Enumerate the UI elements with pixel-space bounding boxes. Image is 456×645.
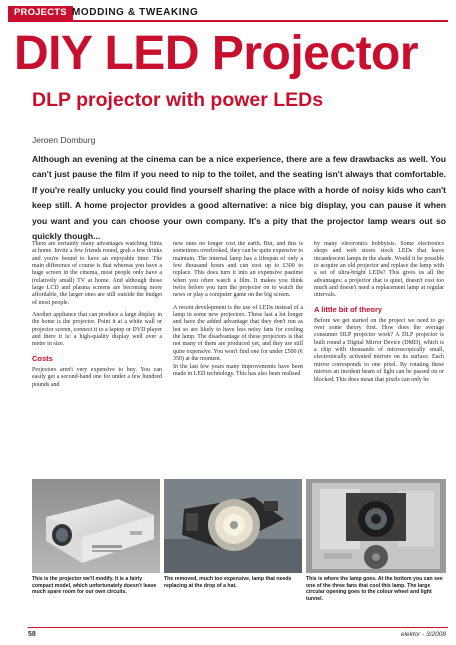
section-heading-theory: A little bit of theory (314, 304, 383, 314)
projector-photo-image (32, 479, 160, 573)
paragraph: by many electronics hobbyists. Some electronics shops and web stores stock LEDs that leave incandescent lamps in the shade. Would it be possible to acquire an old projector and replace the lamp with a set of ultra-bright LEDs? This gives us all the advantages: a projector that is quiet, doesn't cost too much and doesn't need a replacement lamp at regular intervals. (314, 241, 444, 299)
photo-lamp (164, 479, 302, 573)
photo-projector (32, 479, 160, 573)
body-column-2 (173, 241, 303, 473)
paragraph: There are certainly many advantages watching films at home. Invite a few friends round, grab a few drinks and you're bound to have an enjoyable time. The main difference of course is that whereas you have a huge screen in the cinema, most people only have a (relatively small) TV at home. And although those large LCD and plasma screens are becoming more affordable, the larger ones are still outside the budget of most people. (32, 241, 162, 306)
caption-lamp-housing: This is where the lamp goes. At the bottom you can see one of the three fans that cool this lamp. The large circular opening goes to the colour wheel and light tunnel. (306, 576, 443, 602)
paragraph: new ones no longer cost the earth. But, and this is sometimes overlooked, they can be quite expensive to maintain. The internal lamp has a lifespan of only a few thousand hours and can cost up to £300 to replace. This does turn it into an expensive pastime when you often watch a film. It makes you think twice before you turn the projector on to watch the news or play a computer game on the big screen. (173, 241, 303, 299)
caption-lamp: The removed, much too expensive, lamp that needs replacing at the drop of a hat. (164, 576, 292, 589)
body-column-3 (314, 241, 444, 473)
paragraph: In the last few years many improvements have been made in LED technology. This has also been realised (173, 363, 303, 377)
section-tag: PROJECTS (8, 6, 73, 20)
caption-projector: This is the projector we'll modify. It is a fairly compact model, which unfortunately doesn't leave much spare room for our own circuits. (32, 576, 157, 596)
article-intro: Although an evening at the cinema can be a nice experience, there are a few drawbacks as well. You can't just pause the film if you need to nip to the toilet, and the seating isn't always that comfortable. If you're really unlucky you could find yourself sharing the place with a horde of noisy kids who can't keep still. A home projector provides a good alternative: a nice big display, you can pause it when you want and you can choose your own company. It's a pity that the projector lamp wears out so quickly though... (32, 154, 446, 242)
header-rule (8, 20, 448, 22)
category-label: MODDING & TWEAKING (72, 7, 199, 18)
article-subtitle: DLP projector with power LEDs (32, 89, 324, 111)
body-column-1 (32, 241, 162, 473)
housing-photo-image (306, 479, 446, 573)
issue-label: elektor - 3/2008 (400, 631, 446, 638)
paragraph: Another appliance that can produce a large display in the home is the projector. Point it at a white wall or projector screen, connect it to a laptop or DVD player and there it is: a high-quality display well over a metre in size. (32, 312, 162, 348)
body-columns (32, 241, 446, 473)
paragraph: Projectors aren't very expensive to buy. You can easily get a second-hand one for under a few hundred pounds and (32, 366, 162, 388)
paragraph: Before we get started on the project we need to go over some theory first. How does the average consumer DLP projector work? A DLP projector is built round a Digital Mirror Device (DMD), which is a chip with thousands of microscopically small, electronically activated mirrors on its surface. Each mirror corresponds to one pixel. By rotating these mirrors an incident beam of light can be passed on or blocked. This does mean that pixels can only be (314, 317, 444, 383)
lamp-photo-image (164, 479, 302, 573)
article-author: Jeroen Domburg (32, 135, 96, 145)
page-number: 58 (28, 631, 36, 638)
page-header (8, 6, 448, 20)
footer-rule (28, 627, 448, 628)
section-heading-costs: Costs (32, 353, 53, 363)
photo-lamp-housing (306, 479, 446, 573)
article-title: DIY LED Projector (14, 27, 419, 80)
paragraph: A recent development is the use of LEDs instead of a lamp in some new projectors. These last a lot longer and have the added advantage that they don't run as hot so are likely to have less noisy fans for cooling the lamp. The disadvantage of these projectors is that not many of them are produced yet, and they are still quite expensive. You won't find one for under £500 (€ 350) at the moment. (173, 304, 303, 363)
